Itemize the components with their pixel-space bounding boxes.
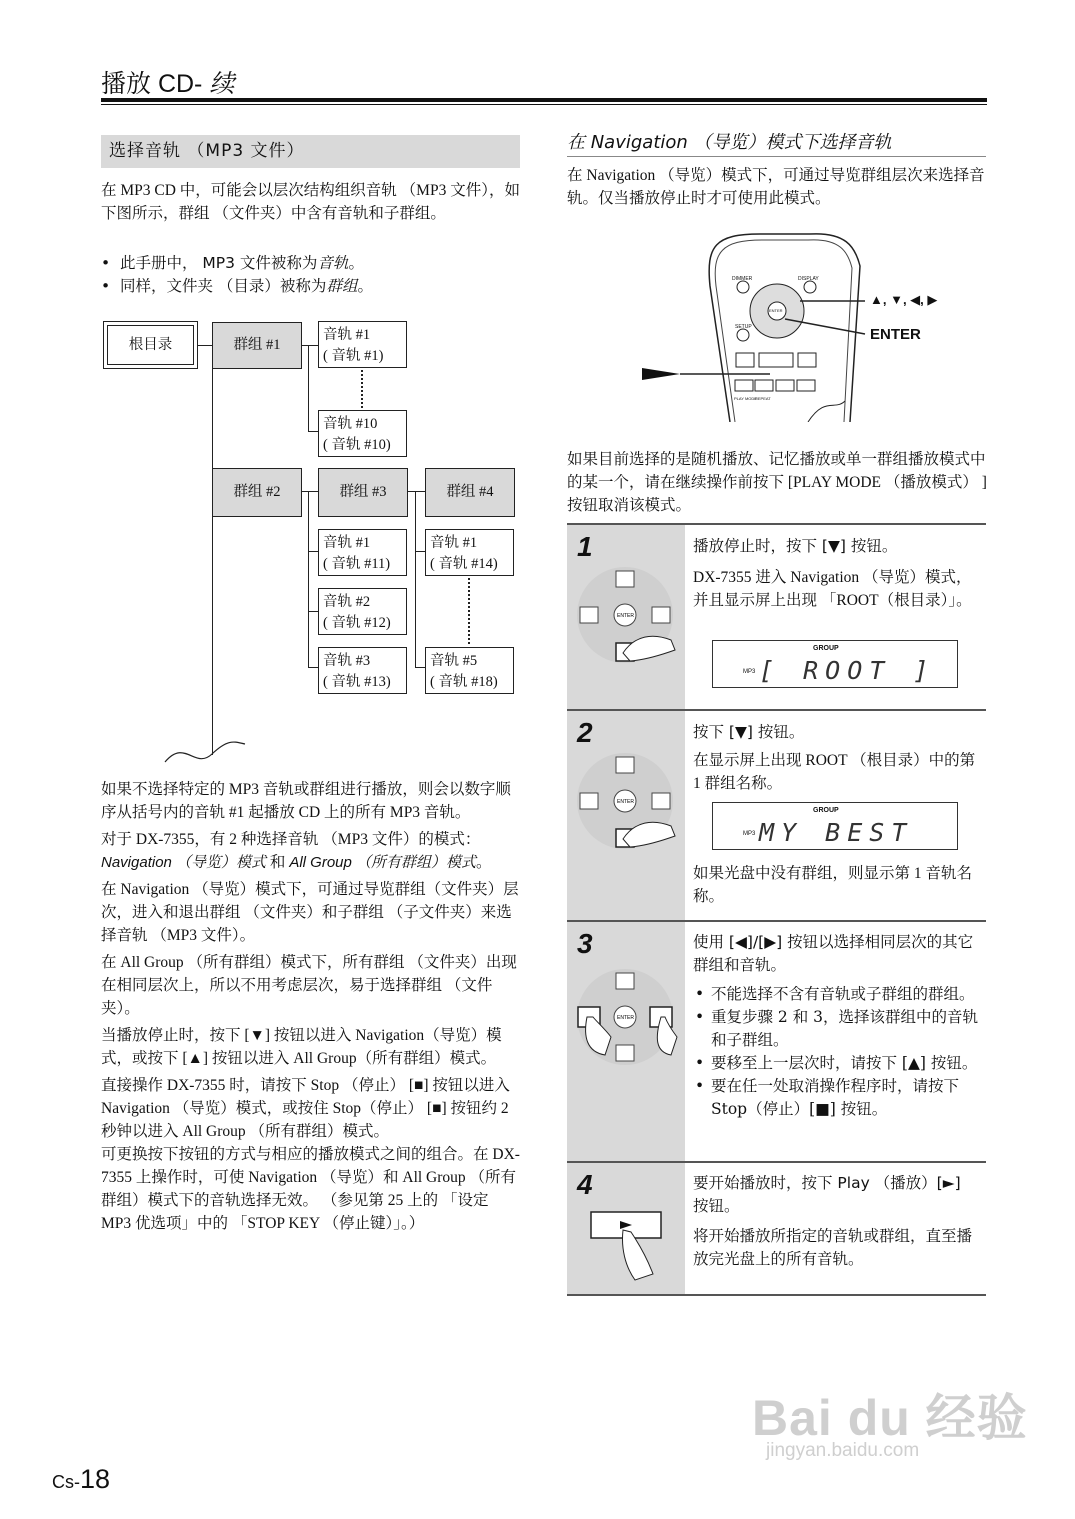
arrows-callout: ▲, ▼, ◀, ▶ <box>870 292 938 307</box>
bullet-item: • 此手册中， MP3 文件被称为音轨。 <box>101 254 364 272</box>
step-number: 3 <box>577 928 593 959</box>
step-bullet: • 要移至上一层次时，请按下 [▲] 按钮。 <box>693 1052 978 1075</box>
step-bullet-list <box>693 983 978 1121</box>
track-box: 音轨 #5 ( 音轨 #18) <box>425 647 514 694</box>
lcd-display: GROUP MP3 [ ROOT ] <box>712 640 958 688</box>
step-3 <box>567 920 986 1161</box>
step-number: 4 <box>577 1169 593 1200</box>
step-1 <box>567 523 986 709</box>
play-button-illustration <box>587 1208 667 1288</box>
step-title: 要开始播放时，按下 Play （播放）[►] 按钮。 <box>693 1174 961 1215</box>
group-2-box: 群组 #2 <box>212 468 302 517</box>
bullet-item: • 同样，文件夹 （目录）被称为群组。 <box>101 277 373 295</box>
track-box: 音轨 #1 ( 音轨 #11) <box>318 529 407 576</box>
play-mode-note: 如果目前选择的是随机播放、记忆播放或单一群组播放模式中的某一个，请在继续操作前按下 [PLAY MODE （播放模式） ] 按钮取消该模式。 <box>567 451 987 514</box>
page-header-title: 播放 CD- 续 <box>101 70 235 98</box>
page-number: Cs-18 <box>52 1464 111 1494</box>
track-box: 音轨 #2 ( 音轨 #12) <box>318 588 407 635</box>
step-note: 如果光盘中没有群组，则显示第 1 音轨名称。 <box>693 865 973 905</box>
baidu-watermark: Bai du 经验 jingyan.baidu.com <box>752 1390 1028 1461</box>
repeat-label: REPEAT <box>755 396 771 401</box>
group-1-box: 群组 #1 <box>212 322 302 369</box>
dpad-down-illustration <box>575 565 680 675</box>
step-bullet: • 要在任一处取消操作程序时，请按下 Stop（停止）[■] 按钮。 <box>693 1075 978 1121</box>
group-3-box: 群组 #3 <box>318 468 408 517</box>
header-rule-thick <box>101 98 987 102</box>
enter-button-label: ENTER <box>769 308 783 313</box>
header-rule-thin <box>101 104 987 105</box>
group-4-box: 群组 #4 <box>425 468 515 517</box>
step-4 <box>567 1161 986 1296</box>
step-body: 在显示屏上出现 ROOT （根目录）中的第 1 群组名称。 <box>693 752 976 792</box>
step-title: 播放停止时，按下 [▼] 按钮。 <box>693 537 898 555</box>
step-number: 1 <box>577 531 593 562</box>
track-box: 音轨 #1 ( 音轨 #1) <box>318 321 407 368</box>
step-title: 使用 [◀]/[▶] 按钮以选择相同层次的其它群组和音轨。 <box>693 933 974 974</box>
bullet-list <box>101 252 521 298</box>
nav-heading-rule <box>567 156 986 157</box>
ellipsis-dots <box>361 370 363 408</box>
nav-section-heading: 在 Navigation （导览）模式下选择音轨 <box>567 132 892 153</box>
section-heading: 选择音轨 （MP3 文件） <box>101 135 520 168</box>
svg-text:ENTER: ENTER <box>617 799 634 805</box>
svg-text:ENTER: ENTER <box>617 613 634 619</box>
step-bullet: • 不能选择不含有音轨或子群组的群组。 <box>693 983 978 1006</box>
enter-callout: ENTER <box>870 326 921 343</box>
dpad-down-illustration <box>575 751 680 861</box>
step-body: DX-7355 进入 Navigation （导览）模式，并且显示屏上出现 「ROOT（根目录）」。 <box>693 569 972 609</box>
play-mode-label: PLAY MODE <box>734 396 757 401</box>
display-label: DISPLAY <box>798 276 819 282</box>
step-number: 2 <box>577 717 593 748</box>
tree-break-mark <box>160 740 250 770</box>
step-bullet: • 重复步骤 2 和 3，选择该群组中的音轨和子群组。 <box>693 1006 978 1052</box>
setup-label: SETUP <box>735 324 752 330</box>
track-box: 音轨 #3 ( 音轨 #13) <box>318 647 407 694</box>
track-box: 音轨 #10 ( 音轨 #10) <box>318 410 407 457</box>
root-box: 根目录 <box>107 325 194 365</box>
step-body: 将开始播放所指定的音轨或群组，直至播放完光盘上的所有音轨。 <box>693 1228 973 1268</box>
lcd-display: GROUP MP3 MY BEST <box>712 802 958 850</box>
track-box: 音轨 #1 ( 音轨 #14) <box>425 529 514 576</box>
svg-text:ENTER: ENTER <box>617 1015 634 1021</box>
remote-illustration <box>640 226 985 422</box>
body-text-block: 如果不选择特定的 MP3 音轨或群组进行播放，则会以数字顺序从括号内的音轨 #1 起播放 CD 上的所有 MP3 音轨。 对于 DX-7355，有 2 种选择音轨 （MP3 文件）的模式：Navigation （导览）模式 和 All Group （所有群组）模式。 在 Navigation （导览）模式下，可通过导览群组（文件夹）层次，进入和退出群组 （文件夹）和子群组 （子文件夹）来选择音轨 （MP3 文件）。 在 All Group （所有群组）模式下，所有群组 （文件夹）出现在相同层次上，所以不用考虑层次，易于选择群组 （文件夹）。 当播放停止时，按下 [▼] 按钮以进入 Navigation（导览）模式，或按下 [▲] 按钮以进入 All Group（所有群组）模式。 直接操作 DX-7355 时，请按下 Stop （停止） [■] 按钮以进入 Navigation （导览）模式，或按住 Stop（停止） [■] 按钮约 2 秒钟以进入 All Group （所有群组）模式。 可更换按下按钮的方式与相应的播放模式之间的组合。在 DX-7355 上操作时，可使 Navigation （导览）和 All Group （所有群组）模式下的音轨选择无效。 （参见第 25 上的 「设定 MP3 优选项」中的 「STOP KEY （停止键）」。） <box>101 781 520 1232</box>
nav-intro: 在 Navigation （导览）模式下，可通过导览群组层次来选择音轨。仅当播放停止时才可使用此模式。 <box>567 167 985 207</box>
dimmer-label: DIMMER <box>732 276 753 282</box>
intro-paragraph: 在 MP3 CD 中，可能会以层次结构组织音轨 （MP3 文件），如下图所示，群组 （文件夹）中含有音轨和子群组。 <box>101 182 520 222</box>
ellipsis-dots <box>468 578 470 644</box>
step-2 <box>567 709 986 920</box>
step-title: 按下 [▼] 按钮。 <box>693 723 805 741</box>
tree-trunk-line <box>212 345 213 755</box>
dpad-left-right-illustration <box>575 967 680 1097</box>
